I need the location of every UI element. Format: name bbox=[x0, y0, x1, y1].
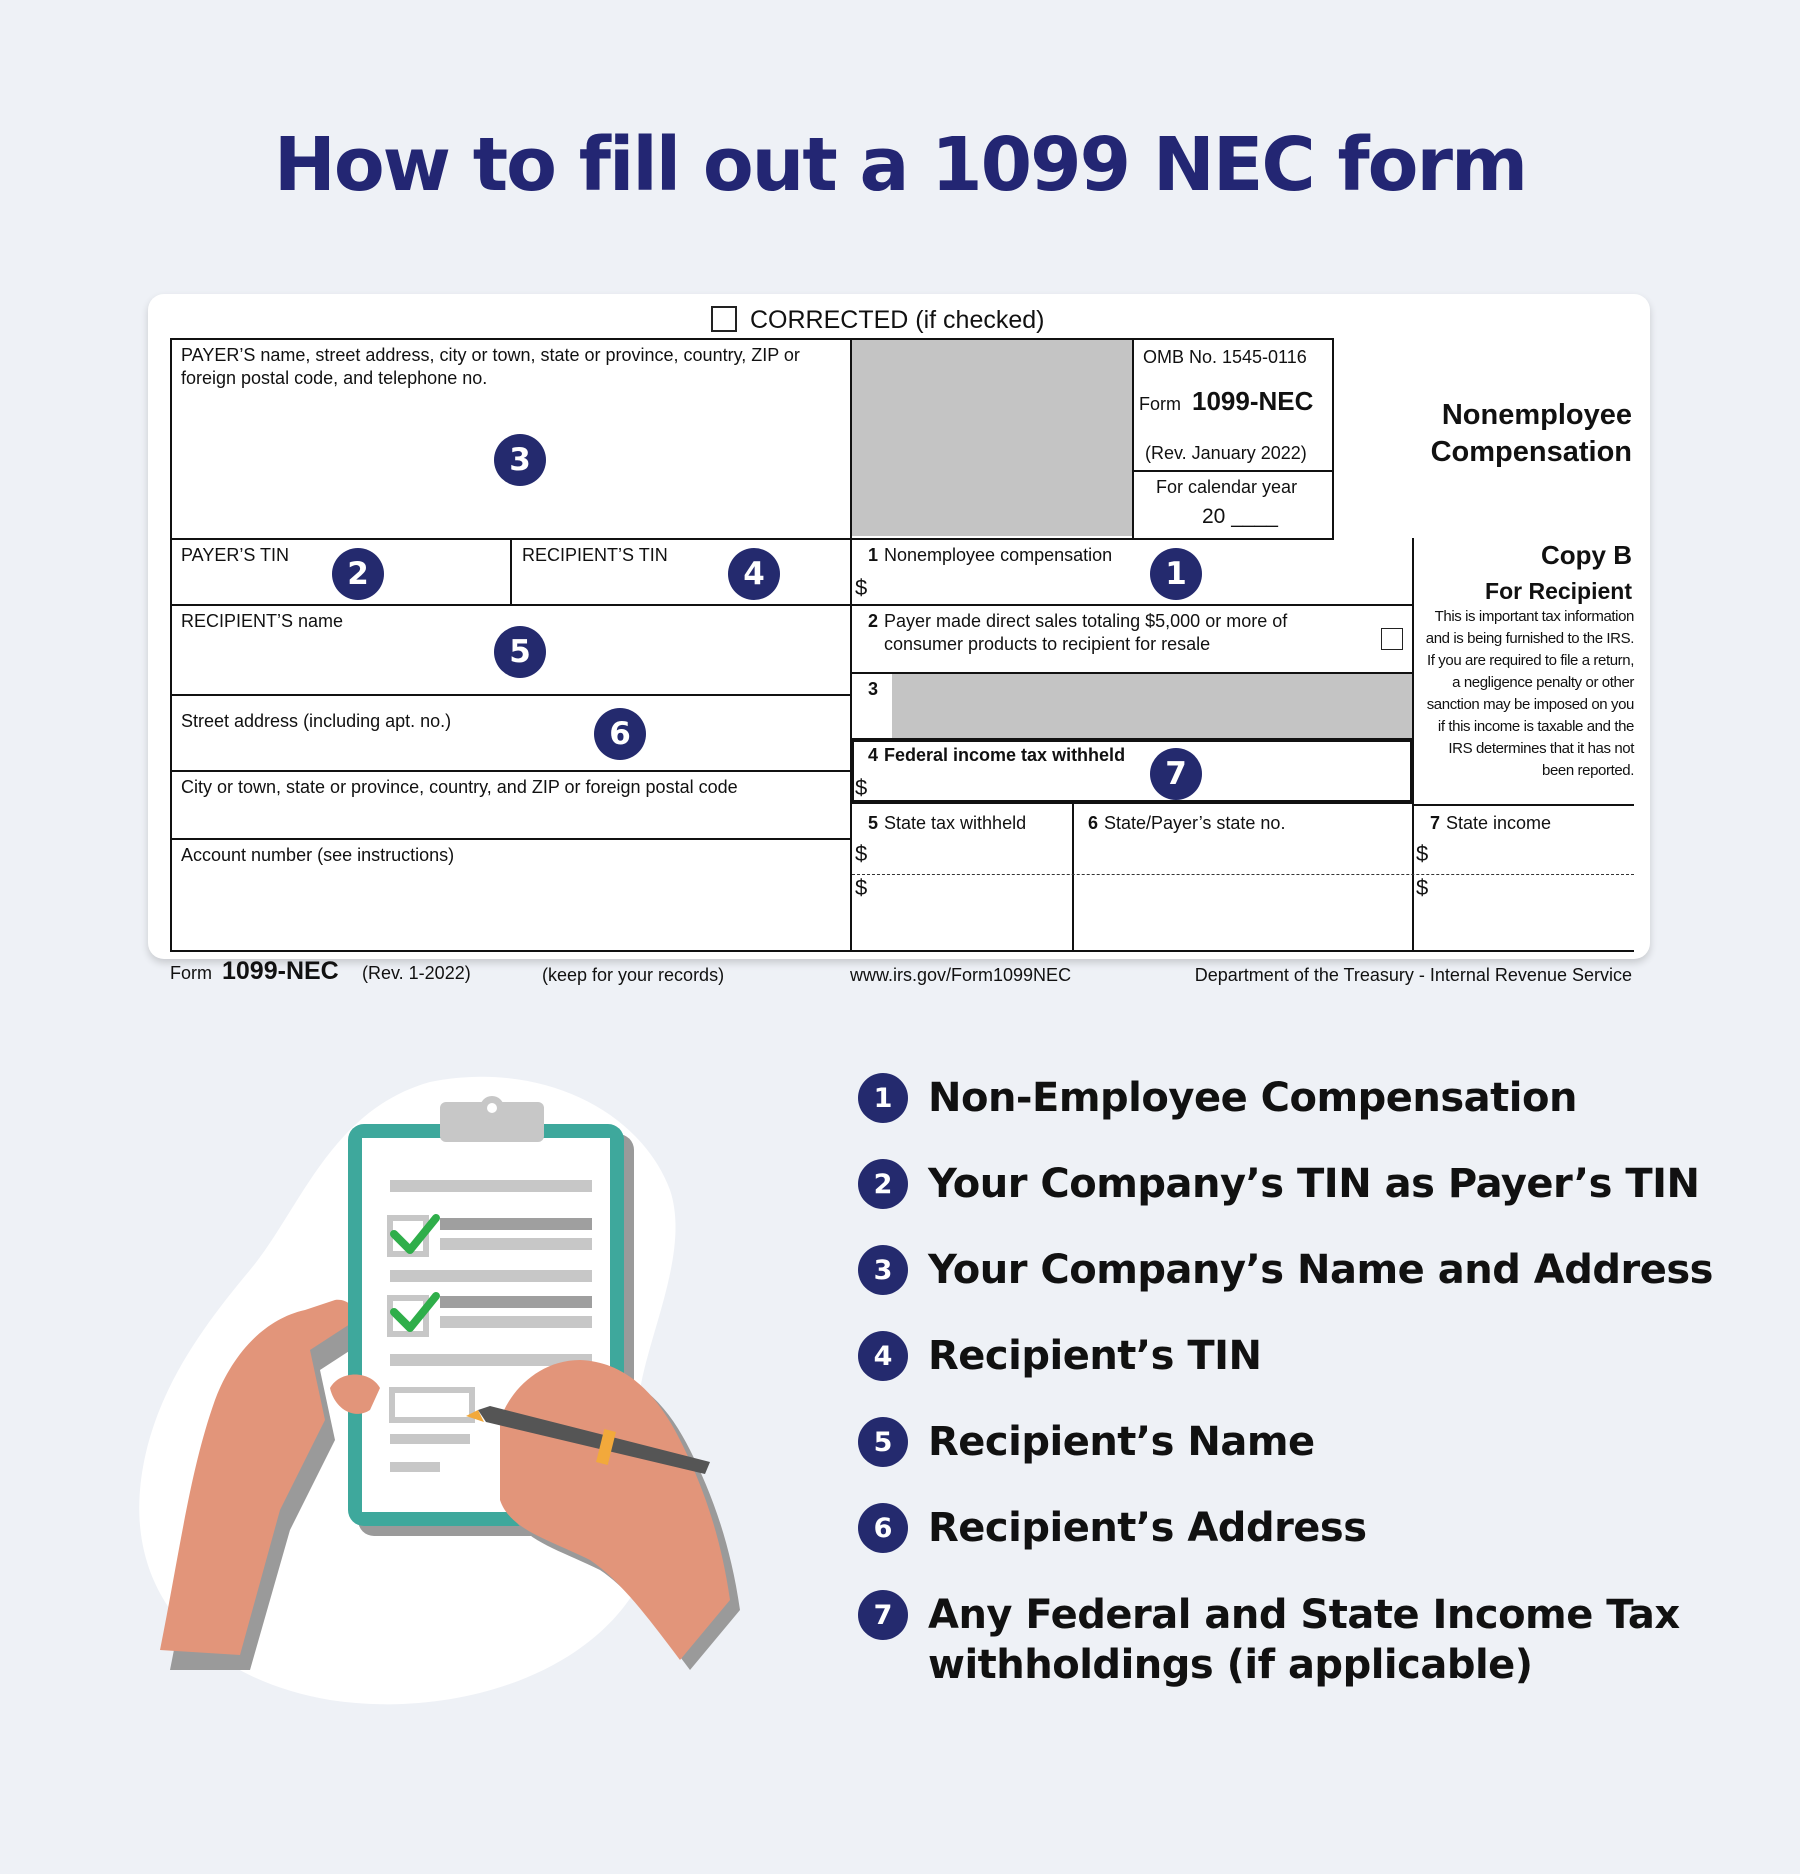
divider-v-omb bbox=[1132, 338, 1134, 538]
legend-text: Recipient’s Name bbox=[928, 1419, 1315, 1465]
legend-number: 4 bbox=[858, 1331, 908, 1381]
city-label: City or town, state or province, country, and ZIP or foreign postal code bbox=[181, 777, 738, 797]
recipient-tin-label: RECIPIENT’S TIN bbox=[522, 545, 668, 565]
footer-dept: Department of the Treasury - Internal Revenue Service bbox=[1194, 965, 1632, 985]
badge-4: 4 bbox=[728, 548, 780, 600]
box7-dollar-2: $ bbox=[1416, 875, 1429, 900]
box1-number: 1 bbox=[868, 545, 879, 565]
box2-number: 2 bbox=[868, 611, 879, 631]
payer-tin-label: PAYER’S TIN bbox=[181, 545, 290, 565]
badge-1: 1 bbox=[1150, 548, 1202, 600]
legend-number: 3 bbox=[858, 1245, 908, 1295]
divider-h-street bbox=[170, 694, 852, 696]
divider-v-tin bbox=[510, 538, 512, 606]
recipient-notice: This is important tax information and is being furnished to the IRS. If you are required to file a return, a negligence penalty or other sanction may be imposed on you if this income is taxable and the IRS determines that it has not been reported. bbox=[1425, 608, 1634, 779]
footer-rev: (Rev. 1-2022) bbox=[362, 963, 471, 983]
form-bottom-line bbox=[170, 950, 1634, 952]
for-recipient: For Recipient bbox=[1485, 578, 1632, 604]
box1-dollar: $ bbox=[855, 575, 868, 600]
account-label: Account number (see instructions) bbox=[181, 845, 455, 865]
form-1099-nec-card bbox=[148, 294, 1650, 985]
form-top-line bbox=[170, 338, 1334, 340]
box7-dollar-1: $ bbox=[1416, 841, 1429, 866]
box2-checkbox[interactable] bbox=[1381, 628, 1403, 650]
divider-h-tin bbox=[170, 538, 1334, 540]
heading-line1: Nonemployee bbox=[1441, 399, 1632, 431]
legend-item-2 bbox=[858, 1159, 1700, 1209]
badge-3: 3 bbox=[494, 434, 546, 486]
box4-dollar: $ bbox=[855, 775, 868, 800]
legend-text: Your Company’s Name and Address bbox=[928, 1247, 1713, 1293]
legend-text: Non-Employee Compensation bbox=[928, 1075, 1577, 1121]
divider-h-city bbox=[170, 770, 852, 772]
street-label: Street address (including apt. no.) bbox=[181, 711, 452, 731]
divider-v-omb-right bbox=[1332, 338, 1334, 538]
legend-text: Any Federal and State Income Tax bbox=[928, 1592, 1680, 1638]
box2-label: Payer made direct sales totaling $5,000 or more of consumer products to recipient for resale bbox=[884, 611, 1288, 654]
divider-v-box6 bbox=[1072, 804, 1074, 952]
form-prefix: Form bbox=[1139, 394, 1181, 414]
legend-item-3 bbox=[858, 1245, 1713, 1295]
footer-url: www.irs.gov/Form1099NEC bbox=[850, 965, 1072, 985]
form-name: 1099-NEC bbox=[1192, 386, 1314, 416]
grey-block-box3 bbox=[892, 674, 1412, 738]
legend-text: Recipient’s TIN bbox=[928, 1333, 1262, 1379]
legend-number: 7 bbox=[858, 1590, 908, 1640]
legend-number: 1 bbox=[858, 1073, 908, 1123]
badge-5: 5 bbox=[494, 626, 546, 678]
box7-label: State income bbox=[1446, 813, 1552, 833]
legend-number: 5 bbox=[858, 1417, 908, 1467]
legend-number: 6 bbox=[858, 1503, 908, 1553]
legend-item-6 bbox=[858, 1503, 1367, 1553]
recipient-name-label: RECIPIENT’S name bbox=[181, 611, 344, 631]
legend-item-7 bbox=[858, 1590, 1680, 1690]
box5-label: State tax withheld bbox=[884, 813, 1027, 833]
corrected-label: CORRECTED (if checked) bbox=[750, 306, 1045, 334]
box5-dollar-1: $ bbox=[855, 841, 868, 866]
box6-number: 6 bbox=[1088, 813, 1099, 833]
legend-number: 2 bbox=[858, 1159, 908, 1209]
calendar-year-value: 20 ____ bbox=[1202, 505, 1278, 528]
box3-number: 3 bbox=[868, 679, 879, 699]
badge-6: 6 bbox=[594, 708, 646, 760]
box1-label: Nonemployee compensation bbox=[884, 545, 1113, 565]
box7-number: 7 bbox=[1430, 813, 1441, 833]
box5-number: 5 bbox=[868, 813, 879, 833]
badge-2: 2 bbox=[332, 548, 384, 600]
badge-7: 7 bbox=[1150, 748, 1202, 800]
box6-label: State/Payer’s state no. bbox=[1104, 813, 1286, 833]
corrected-checkbox[interactable] bbox=[711, 306, 737, 332]
legend-item-1 bbox=[858, 1073, 1577, 1123]
copy-b: Copy B bbox=[1541, 540, 1632, 570]
divider-h-account bbox=[170, 838, 852, 840]
form-left-line bbox=[170, 338, 172, 952]
legend-text-line2: withholdings (if applicable) bbox=[928, 1642, 1533, 1688]
legend-item-5 bbox=[858, 1417, 1315, 1467]
divider-h-name bbox=[170, 604, 1414, 606]
box4-number: 4 bbox=[868, 745, 879, 765]
divider-h-notice bbox=[1414, 804, 1634, 806]
legend-text: Recipient’s Address bbox=[928, 1505, 1367, 1551]
divider-h-calendar bbox=[1132, 470, 1334, 472]
box4-label: Federal income tax withheld bbox=[884, 745, 1126, 765]
heading-line2: Compensation bbox=[1430, 436, 1632, 468]
footer-form-prefix: Form bbox=[170, 963, 212, 983]
page-title: How to fill out a 1099 NEC form bbox=[273, 122, 1527, 208]
calendar-year-label: For calendar year bbox=[1156, 477, 1298, 497]
state-row-divider bbox=[852, 874, 1634, 875]
footer-keep: (keep for your records) bbox=[542, 965, 725, 985]
box5-dollar-2: $ bbox=[855, 875, 868, 900]
form-rev: (Rev. January 2022) bbox=[1145, 443, 1307, 463]
grey-block-top bbox=[852, 340, 1132, 536]
legend-item-4 bbox=[858, 1331, 1262, 1381]
footer-form-name: 1099-NEC bbox=[222, 957, 339, 985]
omb-number: OMB No. 1545-0116 bbox=[1143, 347, 1307, 367]
clipboard-illustration bbox=[130, 1070, 770, 1710]
payer-name-label: PAYER’S name, street address, city or town, state or province, country, ZIP or foreign postal code, and telephone no. bbox=[181, 345, 800, 388]
legend-text: Your Company’s TIN as Payer’s TIN bbox=[928, 1161, 1700, 1207]
